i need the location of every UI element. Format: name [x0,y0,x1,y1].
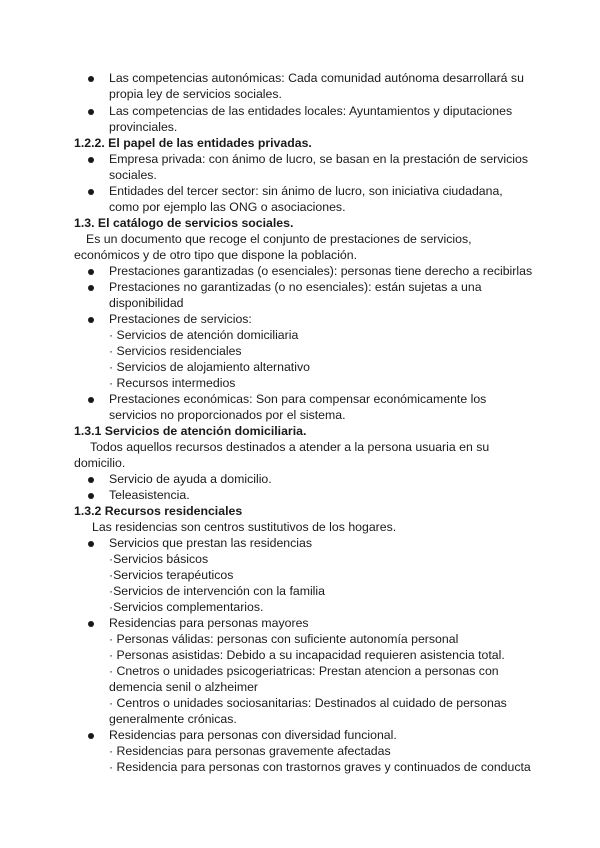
sub-item: · Centros o unidades sociosanitarias: Destinados al cuidado de personas [109,696,507,710]
sub-item: · Servicios residenciales [109,344,242,358]
list-item-continuation: como por ejemplo las ONG o asociaciones. [109,200,346,214]
sub-item: · Servicios de atención domiciliaria [109,328,299,342]
list-item: Residencias para personas con diversidad funcional. [109,728,397,742]
bullet-marker [88,76,94,82]
sub-item: · Personas asistidas: Debido a su incapacidad requieren asistencia total. [109,648,505,662]
bullet-marker [88,733,94,739]
bullet-marker [88,109,94,115]
list-item-continuation: disponibilidad [109,296,184,310]
bullet-marker [88,493,94,499]
list-item: Prestaciones no garantizadas (o no esenciales): están sujetas a una [109,280,482,294]
section-heading: 1.3.1 Servicios de atención domiciliaria. [74,424,307,438]
list-item: Las competencias autonómicas: Cada comunidad autónoma desarrollará su [109,71,524,85]
sub-item: ·Servicios básicos [109,552,209,566]
section-heading: 1.3. El catálogo de servicios sociales. [74,216,294,230]
list-item: Prestaciones de servicios: [109,312,252,326]
list-item: Prestaciones garantizadas (o esenciales): personas tiene derecho a recibirlas [109,264,533,278]
bullet-marker [88,317,94,323]
sub-item: ·Servicios complementarios. [109,600,264,614]
list-item-continuation: provinciales. [109,120,178,134]
sub-item: · Residencias para personas gravemente afectadas [109,744,391,758]
list-item-continuation: propia ley de servicios sociales. [109,87,282,101]
list-item: Prestaciones económicas: Son para compensar económicamente los [109,392,487,406]
bullet-marker [88,285,94,291]
paragraph: Las residencias son centros sustitutivos de los hogares. [92,520,397,534]
sub-item: · Residencia para personas con trastornos graves y continuados de conducta [109,760,531,774]
list-item: Servicios que prestan las residencias [109,536,313,550]
bullet-marker [88,157,94,163]
list-item: Teleasistencia. [109,488,190,502]
sub-item: ·Servicios terapéuticos [109,568,234,582]
list-item: Empresa privada: con ánimo de lucro, se basan en la prestación de servicios [109,152,529,166]
sub-item-continuation: generalmente crónicas. [109,712,237,726]
sub-item: · Cnetros o unidades psicogeriatricas: Prestan atencion a personas con [109,664,499,678]
section-heading: 1.2.2. El papel de las entidades privadas. [74,136,312,150]
list-item: Entidades del tercer sector: sin ánimo de lucro, son iniciativa ciudadana, [109,184,503,198]
list-item: Las competencias de las entidades locales: Ayuntamientos y diputaciones [109,104,513,118]
bullet-marker [88,541,94,547]
list-item-continuation: sociales. [109,168,157,182]
paragraph: Es un documento que recoge el conjunto de prestaciones de servicios, [86,232,472,246]
sub-item: · Recursos intermedios [109,376,236,390]
bullet-marker [88,621,94,627]
paragraph-continuation: domicilio. [74,456,126,470]
paragraph-continuation: económicos y de otro tipo que dispone la población. [74,248,358,262]
bullet-marker [88,477,94,483]
bullet-marker [88,189,94,195]
sub-item: · Servicios de alojamiento alternativo [109,360,310,374]
list-item: Servicio de ayuda a domicilio. [109,472,272,486]
section-heading: 1.3.2 Recursos residenciales [74,504,243,518]
paragraph: Todos aquellos recursos destinados a atender a la persona usuaria en su [90,440,490,454]
bullet-marker [88,269,94,275]
bullet-marker [88,397,94,403]
sub-item-continuation: demencia senil o alzheimer [109,680,259,694]
list-item-continuation: servicios no proporcionados por el sistema. [109,408,346,422]
sub-item: ·Servicios de intervención con la familia [109,584,325,598]
list-item: Residencias para personas mayores [109,616,309,630]
sub-item: · Personas válidas: personas con suficiente autonomía personal [109,632,459,646]
